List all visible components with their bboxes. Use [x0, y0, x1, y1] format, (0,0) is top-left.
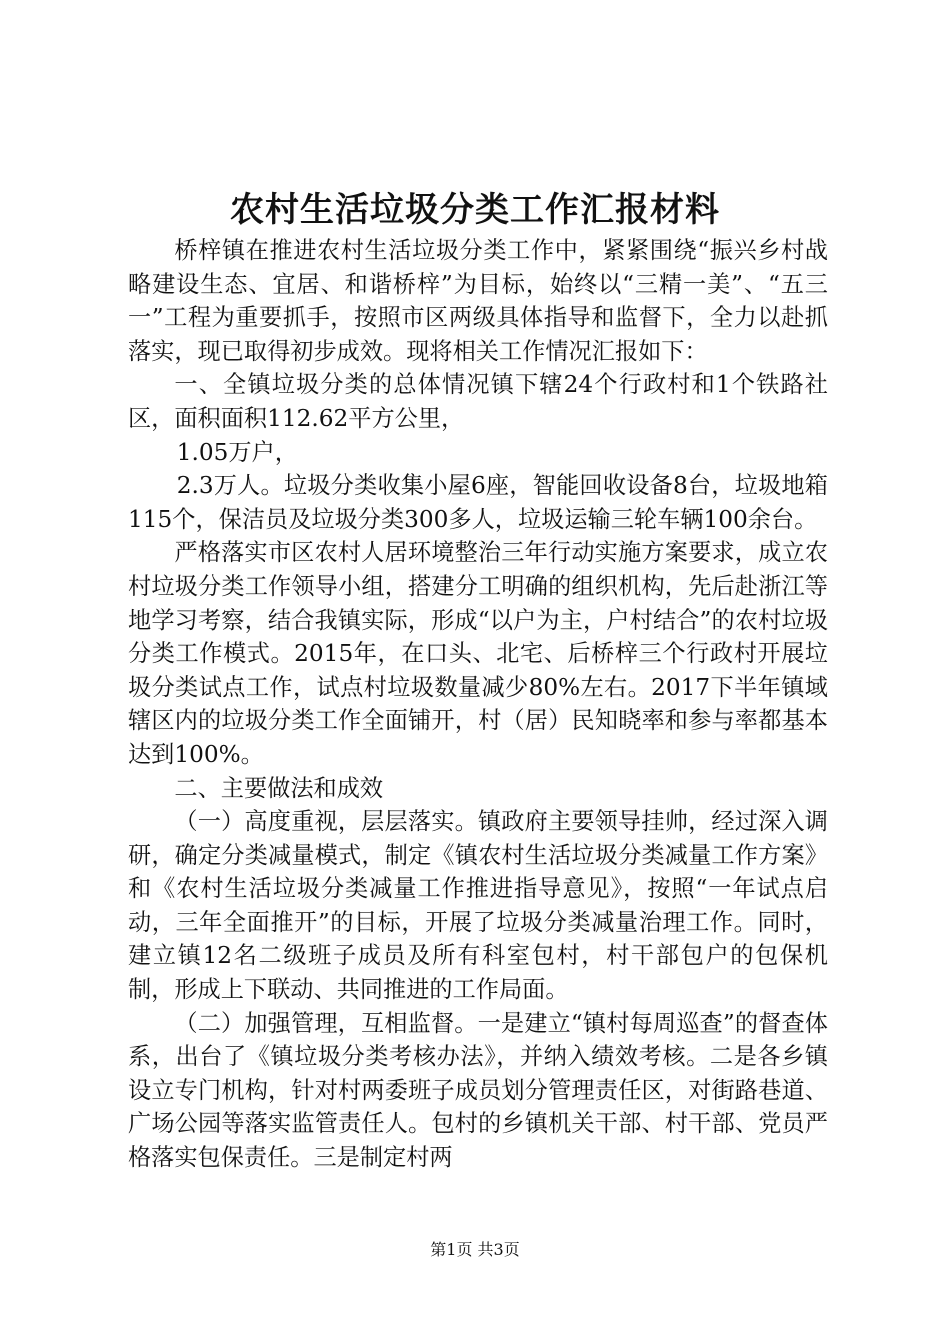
page-number: 第1页 共3页: [430, 1240, 520, 1259]
paragraph-implementation: 严格落实市区农村人居环境整治三年行动实施方案要求，成立农村垃圾分类工作领导小组，搭建分工明确的组织机构，先后赴浙江等地学习考察，结合我镇实际，形成“以户为主，户村结合”的农村垃圾分类工作模式。2015年，在口头、北宅、后桥梓三个行政村开展垃圾分类试点工作，试点村垃圾数量减少80%左右。2017下半年镇域辖区内的垃圾分类工作全面铺开，村（居）民知晓率和参与率都基本达到100%。: [128, 539, 828, 768]
paragraph-item-2: （二）加强管理，互相监督。一是建立“镇村每周巡查”的督查体系，出台了《镇垃圾分类考核办法》，并纳入绩效考核。二是各乡镇设立专门机构，针对村两委班子成员划分管理责任区，对街路巷道、广场公园等落实监管责任人。包村的乡镇机关干部、村干部、党员严格落实包保责任。三是制定村两: [128, 1009, 828, 1172]
paragraph-households: 1.05万户，: [176, 438, 298, 466]
document-title: 农村生活垃圾分类工作汇报材料: [230, 190, 720, 230]
paragraph-intro: 桥梓镇在推进农村生活垃圾分类工作中，紧紧围绕“振兴乡村战略建设生态、宜居、和谐桥梓”为目标，始终以“三精一美”、“五三一”工程为重要抓手，按照市区两级具体指导和监督下，全力以赴抓落实，现已取得初步成效。现将相关工作情况汇报如下：: [128, 237, 828, 365]
paragraph-item-1: （一）高度重视，层层落实。镇政府主要领导挂帅，经过深入调研，确定分类减量模式，制定《镇农村生活垃圾分类减量工作方案》和《农村生活垃圾分类减量工作推进指导意见》，按照“一年试点启动，三年全面推开”的目标，开展了垃圾分类减量治理工作。同时，建立镇12名二级班子成员及所有科室包村，村干部包户的包保机制，形成上下联动、共同推进的工作局面。: [128, 808, 828, 1004]
paragraph-population: 2.3万人。垃圾分类收集小屋6座，智能回收设备8台，垃圾地箱115个，保洁员及垃圾分类300多人，垃圾运输三轮车辆100余台。: [128, 472, 828, 533]
document-body: [128, 234, 828, 1175]
paragraph-section-2-heading: 二、主要做法和成效: [174, 774, 384, 802]
paragraph-section-1: 一、全镇垃圾分类的总体情况镇下辖24个行政村和1个铁路社区，面积面积112.62平方公里，: [128, 371, 828, 432]
